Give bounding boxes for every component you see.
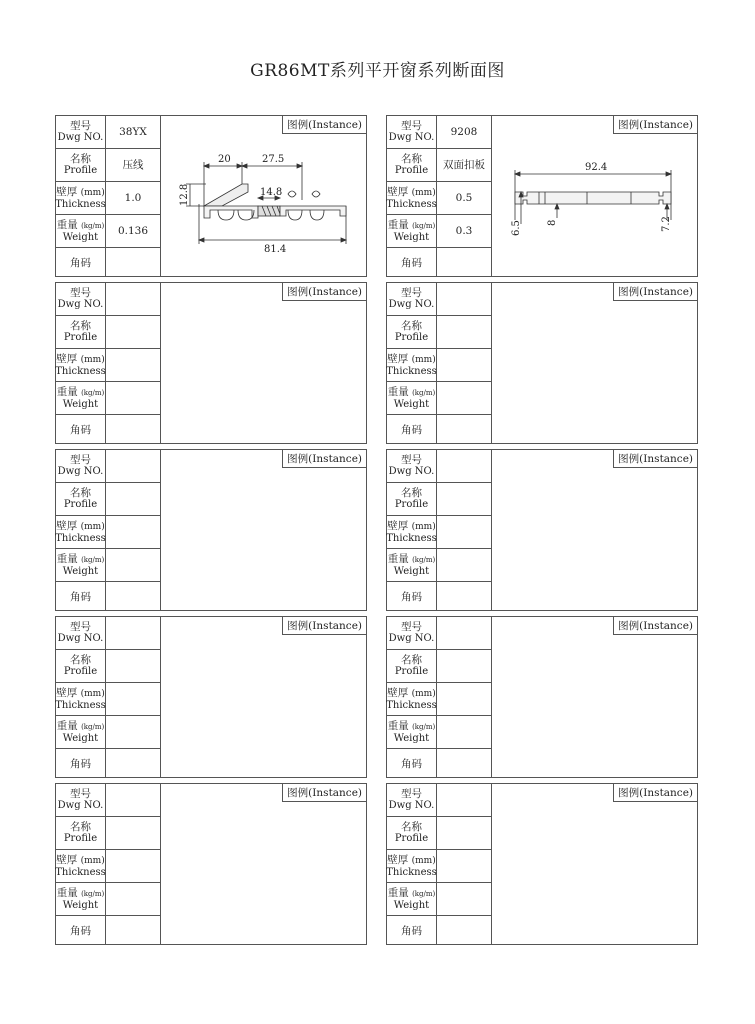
thickness-unit: (mm) bbox=[411, 521, 436, 532]
dim-8: 8 bbox=[547, 219, 558, 226]
profile-value: 双面扣板 bbox=[443, 159, 485, 171]
dwg-label-zh: 型号 bbox=[401, 454, 422, 466]
thickness-label-en: Thickness bbox=[386, 699, 437, 711]
profile-label-zh: 名称 bbox=[70, 153, 91, 165]
weight-label-zh: 重量 bbox=[56, 886, 78, 899]
value-column bbox=[437, 617, 492, 777]
dwg-label-en: Dwg NO. bbox=[57, 132, 104, 143]
instance-label: 图例(Instance) bbox=[613, 283, 697, 301]
label-column bbox=[387, 784, 437, 944]
weight-label-en: Weight bbox=[62, 732, 99, 744]
weight-label-en: Weight bbox=[62, 899, 99, 911]
weight-label bbox=[56, 883, 105, 916]
profile-label-zh: 名称 bbox=[70, 320, 91, 332]
profile-label-en: Profile bbox=[63, 833, 98, 844]
label-column bbox=[387, 283, 437, 443]
profile-label-zh: 名称 bbox=[70, 821, 91, 833]
dwg-label-en: Dwg NO. bbox=[57, 800, 104, 811]
dim-14-8: 14.8 bbox=[260, 187, 283, 198]
dwg-label-zh: 型号 bbox=[70, 120, 91, 132]
label-column bbox=[56, 617, 106, 777]
instance-label: 图例(Instance) bbox=[282, 784, 366, 802]
weight-label-en: Weight bbox=[393, 231, 430, 243]
weight-label bbox=[56, 382, 105, 415]
instance-label: 图例(Instance) bbox=[282, 283, 366, 301]
thickness-value: 0.5 bbox=[455, 192, 473, 204]
profile-label-en: Profile bbox=[394, 165, 429, 176]
profile-card-2 bbox=[386, 115, 698, 277]
dwg-label-en: Dwg NO. bbox=[388, 299, 435, 310]
thickness-label-zh: 壁厚 bbox=[387, 352, 409, 365]
profile-label-en: Profile bbox=[63, 499, 98, 510]
dwg-label-zh: 型号 bbox=[70, 287, 91, 299]
dwg-label bbox=[387, 450, 436, 483]
value-column bbox=[106, 283, 161, 443]
profile-drawing bbox=[493, 802, 697, 944]
thickness-label-en: Thickness bbox=[55, 532, 106, 544]
weight-label-zh: 重量 bbox=[56, 218, 78, 231]
profile-label-zh: 名称 bbox=[401, 487, 422, 499]
profile-label-en: Profile bbox=[394, 332, 429, 343]
thickness-label-en: Thickness bbox=[386, 866, 437, 878]
dim-12-8: 12.8 bbox=[179, 183, 190, 206]
dwg-label bbox=[56, 116, 105, 149]
weight-label-en: Weight bbox=[62, 565, 99, 577]
profile-label bbox=[387, 817, 436, 850]
weight-label bbox=[387, 215, 436, 248]
thickness-label-zh: 壁厚 bbox=[56, 519, 78, 532]
thickness-label-en: Thickness bbox=[55, 365, 106, 377]
weight-unit: (kg/m) bbox=[81, 221, 105, 230]
weight-label-en: Weight bbox=[393, 398, 430, 410]
thickness-label bbox=[56, 349, 105, 382]
thickness-label-en: Thickness bbox=[55, 866, 106, 878]
thickness-label-en: Thickness bbox=[386, 532, 437, 544]
thickness-label-zh: 壁厚 bbox=[56, 853, 78, 866]
weight-label-zh: 重量 bbox=[387, 218, 409, 231]
thickness-label bbox=[56, 850, 105, 883]
dwg-label-zh: 型号 bbox=[401, 287, 422, 299]
thickness-label-zh: 壁厚 bbox=[56, 352, 78, 365]
profile-label-en: Profile bbox=[394, 666, 429, 677]
thickness-label bbox=[56, 683, 105, 716]
weight-label-zh: 重量 bbox=[56, 385, 78, 398]
dwg-value: 9208 bbox=[450, 126, 478, 138]
weight-label bbox=[56, 215, 105, 248]
thickness-label-en: Thickness bbox=[55, 699, 106, 711]
dim-20: 20 bbox=[218, 154, 231, 165]
weight-unit: (kg/m) bbox=[412, 221, 436, 230]
thickness-unit: (mm) bbox=[411, 688, 436, 699]
thickness-label bbox=[387, 850, 436, 883]
thickness-label bbox=[387, 683, 436, 716]
profile-drawing bbox=[162, 635, 366, 777]
profile-label bbox=[56, 149, 105, 182]
corner-label bbox=[56, 749, 105, 778]
dwg-label bbox=[387, 784, 436, 817]
thickness-label-zh: 壁厚 bbox=[387, 185, 409, 198]
value-column bbox=[106, 116, 161, 276]
dwg-label-zh: 型号 bbox=[401, 621, 422, 633]
instance-label: 图例(Instance) bbox=[282, 617, 366, 635]
profile-drawing bbox=[162, 301, 366, 443]
label-column bbox=[56, 283, 106, 443]
section-drawing-9208 bbox=[493, 134, 697, 276]
weight-label-en: Weight bbox=[393, 732, 430, 744]
corner-label-zh: 角码 bbox=[401, 924, 422, 937]
label-column bbox=[387, 116, 437, 276]
dwg-label-en: Dwg NO. bbox=[388, 800, 435, 811]
dwg-label bbox=[56, 617, 105, 650]
weight-unit: (kg/m) bbox=[412, 722, 436, 731]
thickness-label-zh: 壁厚 bbox=[56, 185, 78, 198]
profile-value: 压线 bbox=[122, 159, 144, 171]
profile-label-zh: 名称 bbox=[70, 487, 91, 499]
instance-label: 图例(Instance) bbox=[613, 450, 697, 468]
weight-unit: (kg/m) bbox=[81, 555, 105, 564]
profile-label bbox=[56, 483, 105, 516]
weight-value: 0.136 bbox=[117, 225, 149, 237]
profile-card-7 bbox=[55, 616, 367, 778]
label-column bbox=[56, 450, 106, 610]
profile-card-4 bbox=[386, 282, 698, 444]
dwg-label-en: Dwg NO. bbox=[388, 466, 435, 477]
dwg-label-en: Dwg NO. bbox=[388, 132, 435, 143]
profile-label-en: Profile bbox=[394, 833, 429, 844]
page-title: GR86MT系列平开窗系列断面图 bbox=[250, 61, 505, 81]
weight-label-en: Weight bbox=[62, 398, 99, 410]
corner-label-zh: 角码 bbox=[70, 757, 91, 770]
weight-label bbox=[56, 716, 105, 749]
profile-label bbox=[56, 817, 105, 850]
value-column bbox=[437, 450, 492, 610]
profile-drawing bbox=[162, 802, 366, 944]
weight-label-en: Weight bbox=[62, 231, 99, 243]
dwg-label bbox=[56, 784, 105, 817]
weight-label-zh: 重量 bbox=[56, 719, 78, 732]
dwg-label bbox=[387, 283, 436, 316]
thickness-unit: (mm) bbox=[411, 187, 436, 198]
weight-unit: (kg/m) bbox=[81, 388, 105, 397]
dwg-label bbox=[56, 450, 105, 483]
dwg-label-en: Dwg NO. bbox=[57, 466, 104, 477]
instance-label: 图例(Instance) bbox=[282, 116, 366, 134]
profile-label-zh: 名称 bbox=[401, 153, 422, 165]
value-column bbox=[437, 784, 492, 944]
weight-label bbox=[387, 883, 436, 916]
thickness-label bbox=[387, 516, 436, 549]
corner-label-zh: 角码 bbox=[70, 256, 91, 269]
weight-label bbox=[56, 549, 105, 582]
weight-label-zh: 重量 bbox=[387, 552, 409, 565]
instance-label: 图例(Instance) bbox=[613, 617, 697, 635]
dim-6-5: 6.5 bbox=[511, 220, 522, 236]
profile-card-10 bbox=[386, 783, 698, 945]
dim-81-4: 81.4 bbox=[264, 244, 287, 255]
weight-unit: (kg/m) bbox=[412, 388, 436, 397]
thickness-value: 1.0 bbox=[124, 192, 142, 204]
dim-92-4: 92.4 bbox=[585, 162, 608, 173]
weight-label-en: Weight bbox=[393, 565, 430, 577]
profile-card-1 bbox=[55, 115, 367, 277]
weight-value: 0.3 bbox=[455, 225, 473, 237]
value-column bbox=[106, 450, 161, 610]
dim-7-2: 7.2 bbox=[661, 216, 672, 232]
profile-card-5 bbox=[55, 449, 367, 611]
label-column bbox=[56, 116, 106, 276]
profile-drawing bbox=[162, 468, 366, 610]
weight-label bbox=[387, 382, 436, 415]
weight-label bbox=[387, 549, 436, 582]
value-column bbox=[437, 283, 492, 443]
profile-drawing bbox=[493, 468, 697, 610]
profile-label-zh: 名称 bbox=[401, 654, 422, 666]
profile-label-en: Profile bbox=[63, 165, 98, 176]
corner-label-zh: 角码 bbox=[401, 757, 422, 770]
corner-label bbox=[56, 916, 105, 945]
profile-card-6 bbox=[386, 449, 698, 611]
profile-label bbox=[56, 316, 105, 349]
dwg-label bbox=[56, 283, 105, 316]
value-column bbox=[437, 116, 492, 276]
weight-label-zh: 重量 bbox=[387, 385, 409, 398]
dwg-label-zh: 型号 bbox=[70, 788, 91, 800]
weight-unit: (kg/m) bbox=[81, 722, 105, 731]
profile-label-en: Profile bbox=[394, 499, 429, 510]
instance-label: 图例(Instance) bbox=[282, 450, 366, 468]
corner-label-zh: 角码 bbox=[70, 590, 91, 603]
profile-label bbox=[56, 650, 105, 683]
profile-label bbox=[387, 316, 436, 349]
dwg-label bbox=[387, 116, 436, 149]
corner-label bbox=[387, 582, 436, 611]
instance-label: 图例(Instance) bbox=[613, 784, 697, 802]
label-column bbox=[56, 784, 106, 944]
profile-label-zh: 名称 bbox=[401, 821, 422, 833]
thickness-label-zh: 壁厚 bbox=[387, 519, 409, 532]
corner-label-zh: 角码 bbox=[401, 590, 422, 603]
profile-label-zh: 名称 bbox=[401, 320, 422, 332]
value-column bbox=[106, 784, 161, 944]
thickness-unit: (mm) bbox=[80, 855, 105, 866]
thickness-label bbox=[387, 349, 436, 382]
profile-card-3 bbox=[55, 282, 367, 444]
profile-label-en: Profile bbox=[63, 666, 98, 677]
thickness-label-en: Thickness bbox=[386, 365, 437, 377]
corner-label bbox=[387, 749, 436, 778]
dwg-label-en: Dwg NO. bbox=[57, 633, 104, 644]
weight-label-en: Weight bbox=[393, 899, 430, 911]
thickness-label bbox=[387, 182, 436, 215]
label-column bbox=[387, 450, 437, 610]
profile-drawing bbox=[493, 301, 697, 443]
weight-label bbox=[387, 716, 436, 749]
thickness-unit: (mm) bbox=[80, 354, 105, 365]
value-column bbox=[106, 617, 161, 777]
label-column bbox=[387, 617, 437, 777]
dwg-label bbox=[387, 617, 436, 650]
thickness-label bbox=[56, 516, 105, 549]
weight-unit: (kg/m) bbox=[81, 889, 105, 898]
corner-label-zh: 角码 bbox=[401, 423, 422, 436]
thickness-unit: (mm) bbox=[80, 521, 105, 532]
weight-label-zh: 重量 bbox=[56, 552, 78, 565]
corner-label-zh: 角码 bbox=[70, 924, 91, 937]
dwg-label-zh: 型号 bbox=[401, 120, 422, 132]
weight-unit: (kg/m) bbox=[412, 555, 436, 564]
corner-label bbox=[56, 415, 105, 444]
thickness-unit: (mm) bbox=[80, 187, 105, 198]
dwg-label-en: Dwg NO. bbox=[57, 299, 104, 310]
thickness-label-zh: 壁厚 bbox=[387, 853, 409, 866]
corner-label bbox=[387, 916, 436, 945]
thickness-unit: (mm) bbox=[411, 855, 436, 866]
dwg-value: 38YX bbox=[119, 126, 147, 138]
thickness-label-en: Thickness bbox=[386, 198, 437, 210]
dwg-label-en: Dwg NO. bbox=[388, 633, 435, 644]
profile-label bbox=[387, 650, 436, 683]
dim-27-5: 27.5 bbox=[262, 154, 285, 165]
corner-label bbox=[56, 248, 105, 277]
corner-label bbox=[56, 582, 105, 611]
weight-unit: (kg/m) bbox=[412, 889, 436, 898]
thickness-label bbox=[56, 182, 105, 215]
corner-label-zh: 角码 bbox=[401, 256, 422, 269]
weight-label-zh: 重量 bbox=[387, 719, 409, 732]
profile-label-en: Profile bbox=[63, 332, 98, 343]
corner-label bbox=[387, 415, 436, 444]
profile-drawing bbox=[162, 134, 366, 276]
thickness-unit: (mm) bbox=[80, 688, 105, 699]
profile-label-zh: 名称 bbox=[70, 654, 91, 666]
thickness-label-zh: 壁厚 bbox=[387, 686, 409, 699]
thickness-label-zh: 壁厚 bbox=[56, 686, 78, 699]
dwg-label-zh: 型号 bbox=[401, 788, 422, 800]
thickness-unit: (mm) bbox=[411, 354, 436, 365]
instance-label: 图例(Instance) bbox=[613, 116, 697, 134]
corner-label-zh: 角码 bbox=[70, 423, 91, 436]
profile-card-9 bbox=[55, 783, 367, 945]
section-drawing-38yx bbox=[162, 134, 366, 276]
profile-card-8 bbox=[386, 616, 698, 778]
dwg-label-zh: 型号 bbox=[70, 454, 91, 466]
profile-drawing bbox=[493, 134, 697, 276]
dwg-label-zh: 型号 bbox=[70, 621, 91, 633]
profile-label bbox=[387, 149, 436, 182]
corner-label bbox=[387, 248, 436, 277]
profile-label bbox=[387, 483, 436, 516]
profile-drawing bbox=[493, 635, 697, 777]
weight-label-zh: 重量 bbox=[387, 886, 409, 899]
thickness-label-en: Thickness bbox=[55, 198, 106, 210]
